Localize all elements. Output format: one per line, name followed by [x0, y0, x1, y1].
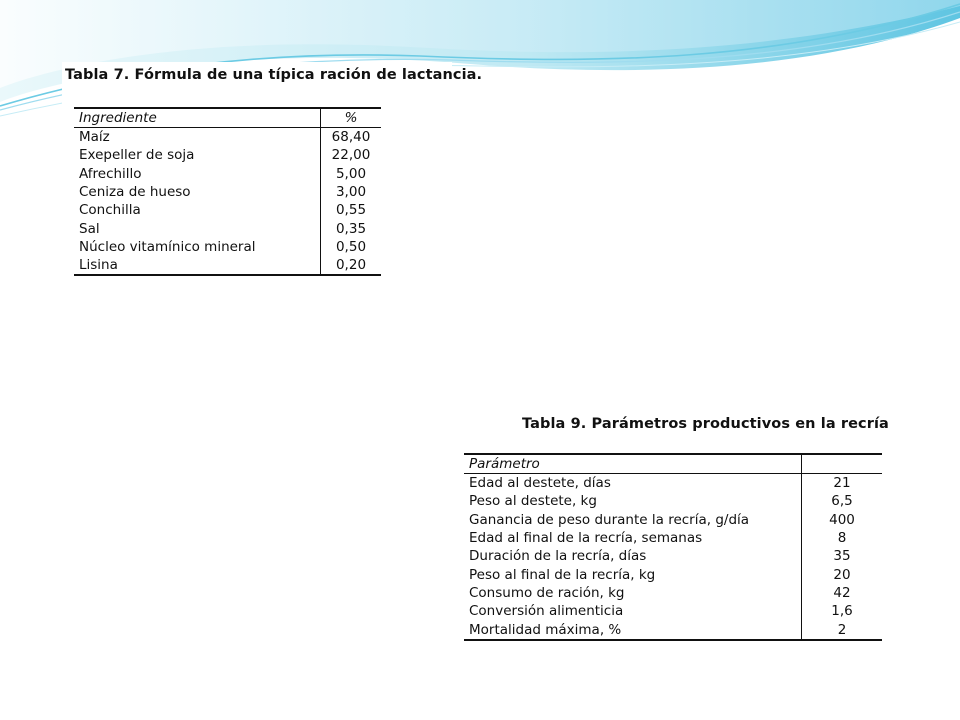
table-9 — [464, 453, 882, 641]
row-label: Edad al final de la recría, semanas — [469, 530, 703, 547]
table-row — [74, 238, 381, 256]
table-row — [74, 165, 381, 183]
row-value: 68,40 — [321, 128, 382, 147]
table-row — [74, 256, 381, 275]
row-value: 21 — [802, 474, 883, 493]
row-label: Lisina — [74, 256, 321, 275]
table-row — [464, 547, 882, 565]
row-label: Consumo de ración, kg — [469, 584, 625, 601]
table-row — [464, 492, 882, 510]
row-value: 1,6 — [802, 602, 883, 620]
row-value: 8 — [802, 529, 883, 547]
row-value: 0,35 — [321, 219, 382, 237]
row-label: Duración de la recría, días — [469, 548, 647, 565]
row-value: 3,00 — [321, 183, 382, 201]
row-label: Peso al destete, kg — [469, 493, 597, 510]
row-label: Conversión alimenticia — [469, 603, 624, 620]
row-value: 20 — [802, 565, 883, 583]
row-label: Mortalidad máxima, % — [464, 620, 802, 639]
row-value: 2 — [802, 620, 883, 639]
row-value: 0,20 — [321, 256, 382, 275]
table-7 — [74, 107, 381, 276]
row-label: Núcleo vitamínico mineral — [79, 238, 256, 255]
table-row — [74, 183, 381, 201]
table-row — [74, 219, 381, 237]
table-row — [464, 529, 882, 547]
row-label: Sal — [79, 220, 100, 237]
row-label: Ganancia de peso durante la recría, g/día — [469, 511, 750, 528]
table-7-header-row — [74, 108, 381, 128]
row-value: 6,5 — [802, 492, 883, 510]
table-row — [464, 565, 882, 583]
table-row — [464, 620, 882, 639]
table-9-title: Tabla 9. Parámetros productivos en la recría — [522, 416, 889, 432]
row-value: 22,00 — [321, 146, 382, 164]
row-label: Edad al destete, días — [469, 475, 611, 492]
row-label: Maíz — [79, 129, 110, 146]
table-row — [464, 602, 882, 620]
table-row — [464, 474, 882, 493]
table-row — [464, 584, 882, 602]
table-9-header-parameter: Parámetro — [464, 454, 802, 474]
table-9-header-value — [802, 454, 883, 474]
row-value: 400 — [802, 511, 883, 529]
row-value: 0,55 — [321, 201, 382, 219]
row-value: 42 — [802, 584, 883, 602]
table-7-title: Tabla 7. Fórmula de una típica ración de lactancia. — [65, 67, 483, 83]
row-label: Exepeller de soja — [79, 147, 195, 164]
row-value: 0,50 — [321, 238, 382, 256]
table-7-panel — [62, 62, 483, 288]
row-label: Ceniza de hueso — [79, 184, 191, 201]
table-7-header-percent: % — [321, 108, 382, 128]
table-7-header-ingredient: Ingrediente — [74, 108, 321, 128]
table-9-header-row — [464, 454, 882, 474]
table-row — [464, 511, 882, 529]
table-row — [74, 128, 381, 147]
row-label: Peso al final de la recría, kg — [469, 566, 656, 583]
table-row — [74, 201, 381, 219]
row-label: Afrechillo — [79, 165, 142, 182]
table-9-panel — [454, 410, 888, 648]
row-label: Conchilla — [79, 202, 141, 219]
row-value: 5,00 — [321, 165, 382, 183]
row-value: 35 — [802, 547, 883, 565]
table-row — [74, 146, 381, 164]
